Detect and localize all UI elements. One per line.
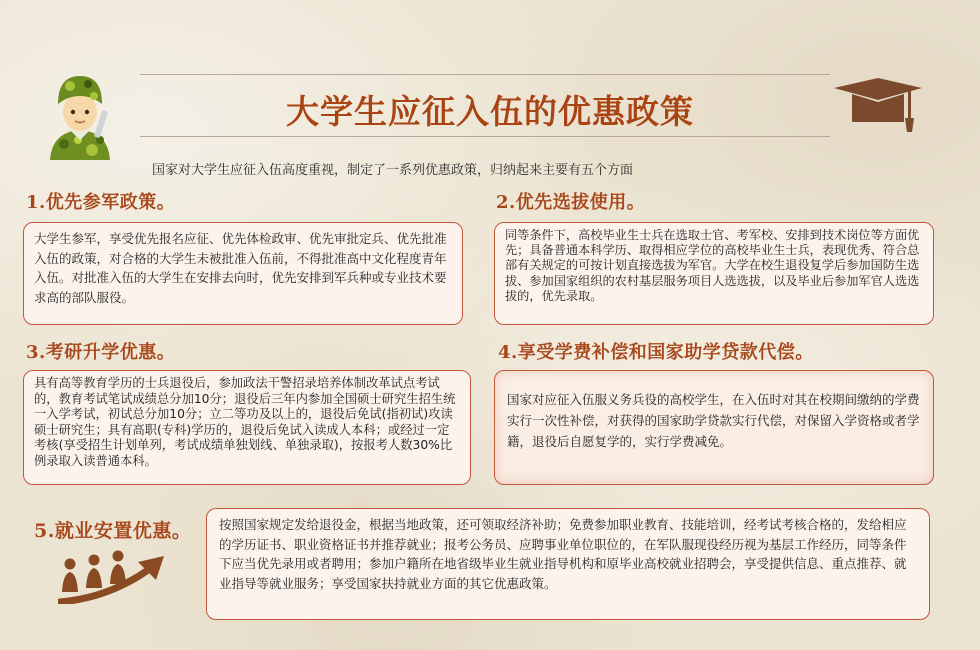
soldier-avatar-icon: [40, 70, 120, 162]
section-4-box: 国家对应征入伍服义务兵役的高校学生，在入伍时对其在校期间缴纳的学费实行一次性补偿，对获得的国家助学贷款实行代偿，对保留入学资格或者学籍，退役后自愿复学的，实行学费减免。: [494, 370, 934, 485]
section-2-box: 同等条件下，高校毕业生士兵在选取士官、考军校、安排到技术岗位等方面优先；具备普通本科学历、取得相应学位的高校毕业生士兵，表现优秀、符合总部有关规定的可按计划直接选拔为军官。大学在校生退役复学后参加国防生选拔、参加国家组织的农村基层服务项目人选选拔，以及毕业后参加军官人选选拔的，优先录取。: [494, 222, 934, 325]
section-1-heading: 1.优先参军政策。: [26, 192, 176, 213]
section-1-box: 大学生参军，享受优先报名应征、优先体检政审、优先审批定兵、优先批准入伍的政策，对合格的大学生未被批准入伍前，不得批准高中文化程度青年入伍。对批准入伍的大学生在安排去向时，优先安排到军兵种或专业技术要求高的部队服役。: [23, 222, 463, 325]
graduation-cap-icon: [832, 78, 924, 136]
section-4-heading: 4.享受学费补偿和国家助学贷款代偿。: [498, 342, 814, 363]
section-2-heading: 2.优先选拔使用。: [496, 192, 646, 213]
intro-text: 国家对大学生应征入伍高度重视，制定了一系列优惠政策，归纳起来主要有五个方面: [152, 163, 634, 178]
section-5-box: 按照国家规定发给退役金，根据当地政策，还可领取经济补助；免费参加职业教育、技能培训，经考试考核合格的，发给相应的学历证书、职业资格证书并推荐就业；报考公务员、应聘事业单位职位的，在军队服现役经历视为基层工作经历，同等条件下应当优先录用或者聘用；参加户籍所在地省级毕业生就业指导机构和原毕业高校就业招聘会，享受提供信息、重点推荐、就业指导等就业服务；享受国家扶持就业方面的其它优惠政策。: [206, 508, 930, 620]
page-title: 大学生应征入伍的优惠政策: [286, 92, 694, 131]
title-bottom-line: [140, 136, 830, 137]
section-3-box: 具有高等教育学历的士兵退役后，参加政法干警招录培养体制改革试点考试的，教育考试笔试成绩总分加10分；退役后三年内参加全国硕士研究生招生统一入学考试，初试总分加10分；立二等功及以上的，退役后免试(指初试)攻读硕士研究生；具有高职(专科)学历的，退役后免试入读成人本科；或经过一定考核(享受招生计划单列，考试成绩单独划线、单独录取)，按报考人数30%比例录取入读普通本科。: [23, 370, 471, 485]
team-growth-arrow-icon: [58, 548, 170, 604]
section-5-heading: 5.就业安置优惠。: [34, 520, 192, 542]
section-3-heading: 3.考研升学优惠。: [26, 342, 176, 363]
title-top-line: [140, 74, 830, 75]
